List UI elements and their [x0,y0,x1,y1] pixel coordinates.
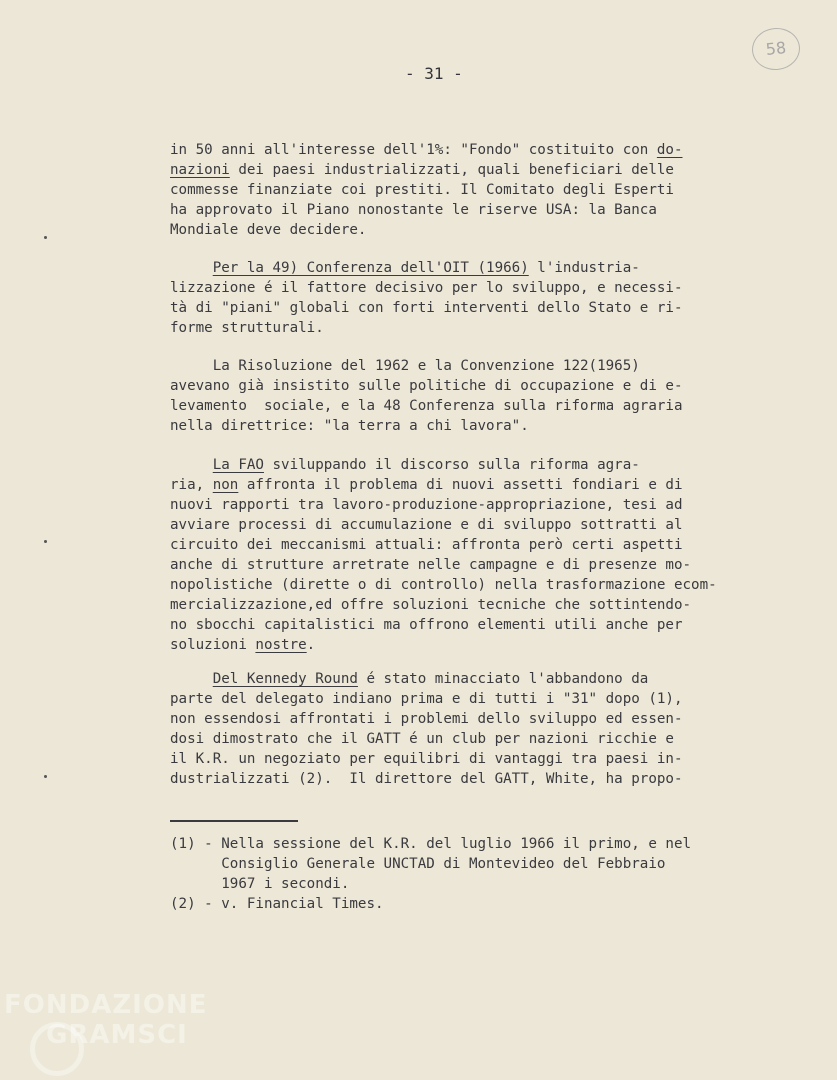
text-line: no sbocchi capitalistici ma offrono elementi utili anche per [170,617,683,633]
footnotes [170,834,780,914]
text-line: il K.R. un negoziato per equilibri di vantaggi tra paesi in- [170,751,683,767]
text-line: forme strutturali. [170,320,324,336]
paragraph-risoluzione [170,356,780,436]
text-line: Del Kennedy Round é stato minacciato l'abbandono da [212,671,649,687]
text-line: mercializzazione,ed offre soluzioni tecniche che sottintendo- [170,597,692,613]
margin-mark [44,236,47,239]
text-line: in 50 anni all'interesse dell'1%: "Fondo" costituito con do- [170,142,683,158]
footnote-line: Consiglio Generale UNCTAD di Montevideo del Febbraio [170,856,666,872]
text-line: commesse finanziate coi prestiti. Il Comitato degli Esperti [170,182,674,198]
text-line: nella direttrice: "la terra a chi lavora". [170,418,529,434]
margin-mark [44,540,47,543]
text-line: La FAO sviluppando il discorso sulla riforma agra- [212,457,640,473]
text-line: Mondiale deve decidere. [170,222,367,238]
text-line: La Risoluzione del 1962 e la Convenzione 122(1965) [170,358,640,374]
watermark: FONDAZIONE GRAMSCI [4,990,208,1050]
text-line: ha approvato il Piano nonostante le riserve USA: la Banca [170,202,657,218]
text-line: avevano già insistito sulle politiche di occupazione e di e- [170,378,683,394]
text-line: anche di strutture arretrate nelle campagne e di presenze mo- [170,557,692,573]
margin-mark [44,775,47,778]
text-line: tà di "piani" globali con forti interventi dello Stato e ri- [170,300,683,316]
heading-oit: Per la 49) Conferenza dell'OIT (1966) [212,260,529,276]
text-line: Per la 49) Conferenza dell'OIT (1966) l'industria- [212,260,640,276]
footnote-divider [170,820,298,822]
text-line: parte del delegato indiano prima e di tutti i "31" dopo (1), [170,691,683,707]
paragraph-kennedy-round [170,669,780,789]
paragraph-fao [170,455,780,655]
page-number: - 31 - [405,64,463,83]
text-line: non essendosi affrontati i problemi dello sviluppo ed essen- [170,711,683,727]
text-line: dustrializzati (2). Il direttore del GATT, White, ha propo- [170,771,683,787]
text-line: ria, non affronta il problema di nuovi assetti fondiari e di [170,477,683,493]
footnote-line: 1967 i secondi. [170,876,350,892]
footnote-line: (1) - Nella sessione del K.R. del luglio 1966 il primo, e nel [170,836,692,852]
paragraph-fondo [170,140,780,240]
archive-stamp: 58 [750,26,802,73]
text-line: nazioni dei paesi industrializzati, quali beneficiari delle [170,162,674,178]
text-line: dosi dimostrato che il GATT é un club per nazioni ricchie e [170,731,674,747]
paragraph-oit [170,258,780,338]
text-line: nopolistiche (dirette o di controllo) nella trasformazione ecom- [170,577,717,593]
heading-kennedy-round: Del Kennedy Round [212,671,358,687]
text-line: circuito dei meccanismi attuali: affronta però certi aspetti [170,537,683,553]
footnote-line: (2) - v. Financial Times. [170,896,384,912]
text-line: soluzioni nostre. [170,637,316,653]
heading-fao: La FAO [212,457,264,473]
text-line: nuovi rapporti tra lavoro-produzione-appropriazione, tesi ad [170,497,683,513]
text-line: lizzazione é il fattore decisivo per lo sviluppo, e necessi- [170,280,683,296]
text-line: levamento sociale, e la 48 Conferenza sulla riforma agraria [170,398,683,414]
text-line: avviare processi di accumulazione e di sviluppo sottratti al [170,517,683,533]
